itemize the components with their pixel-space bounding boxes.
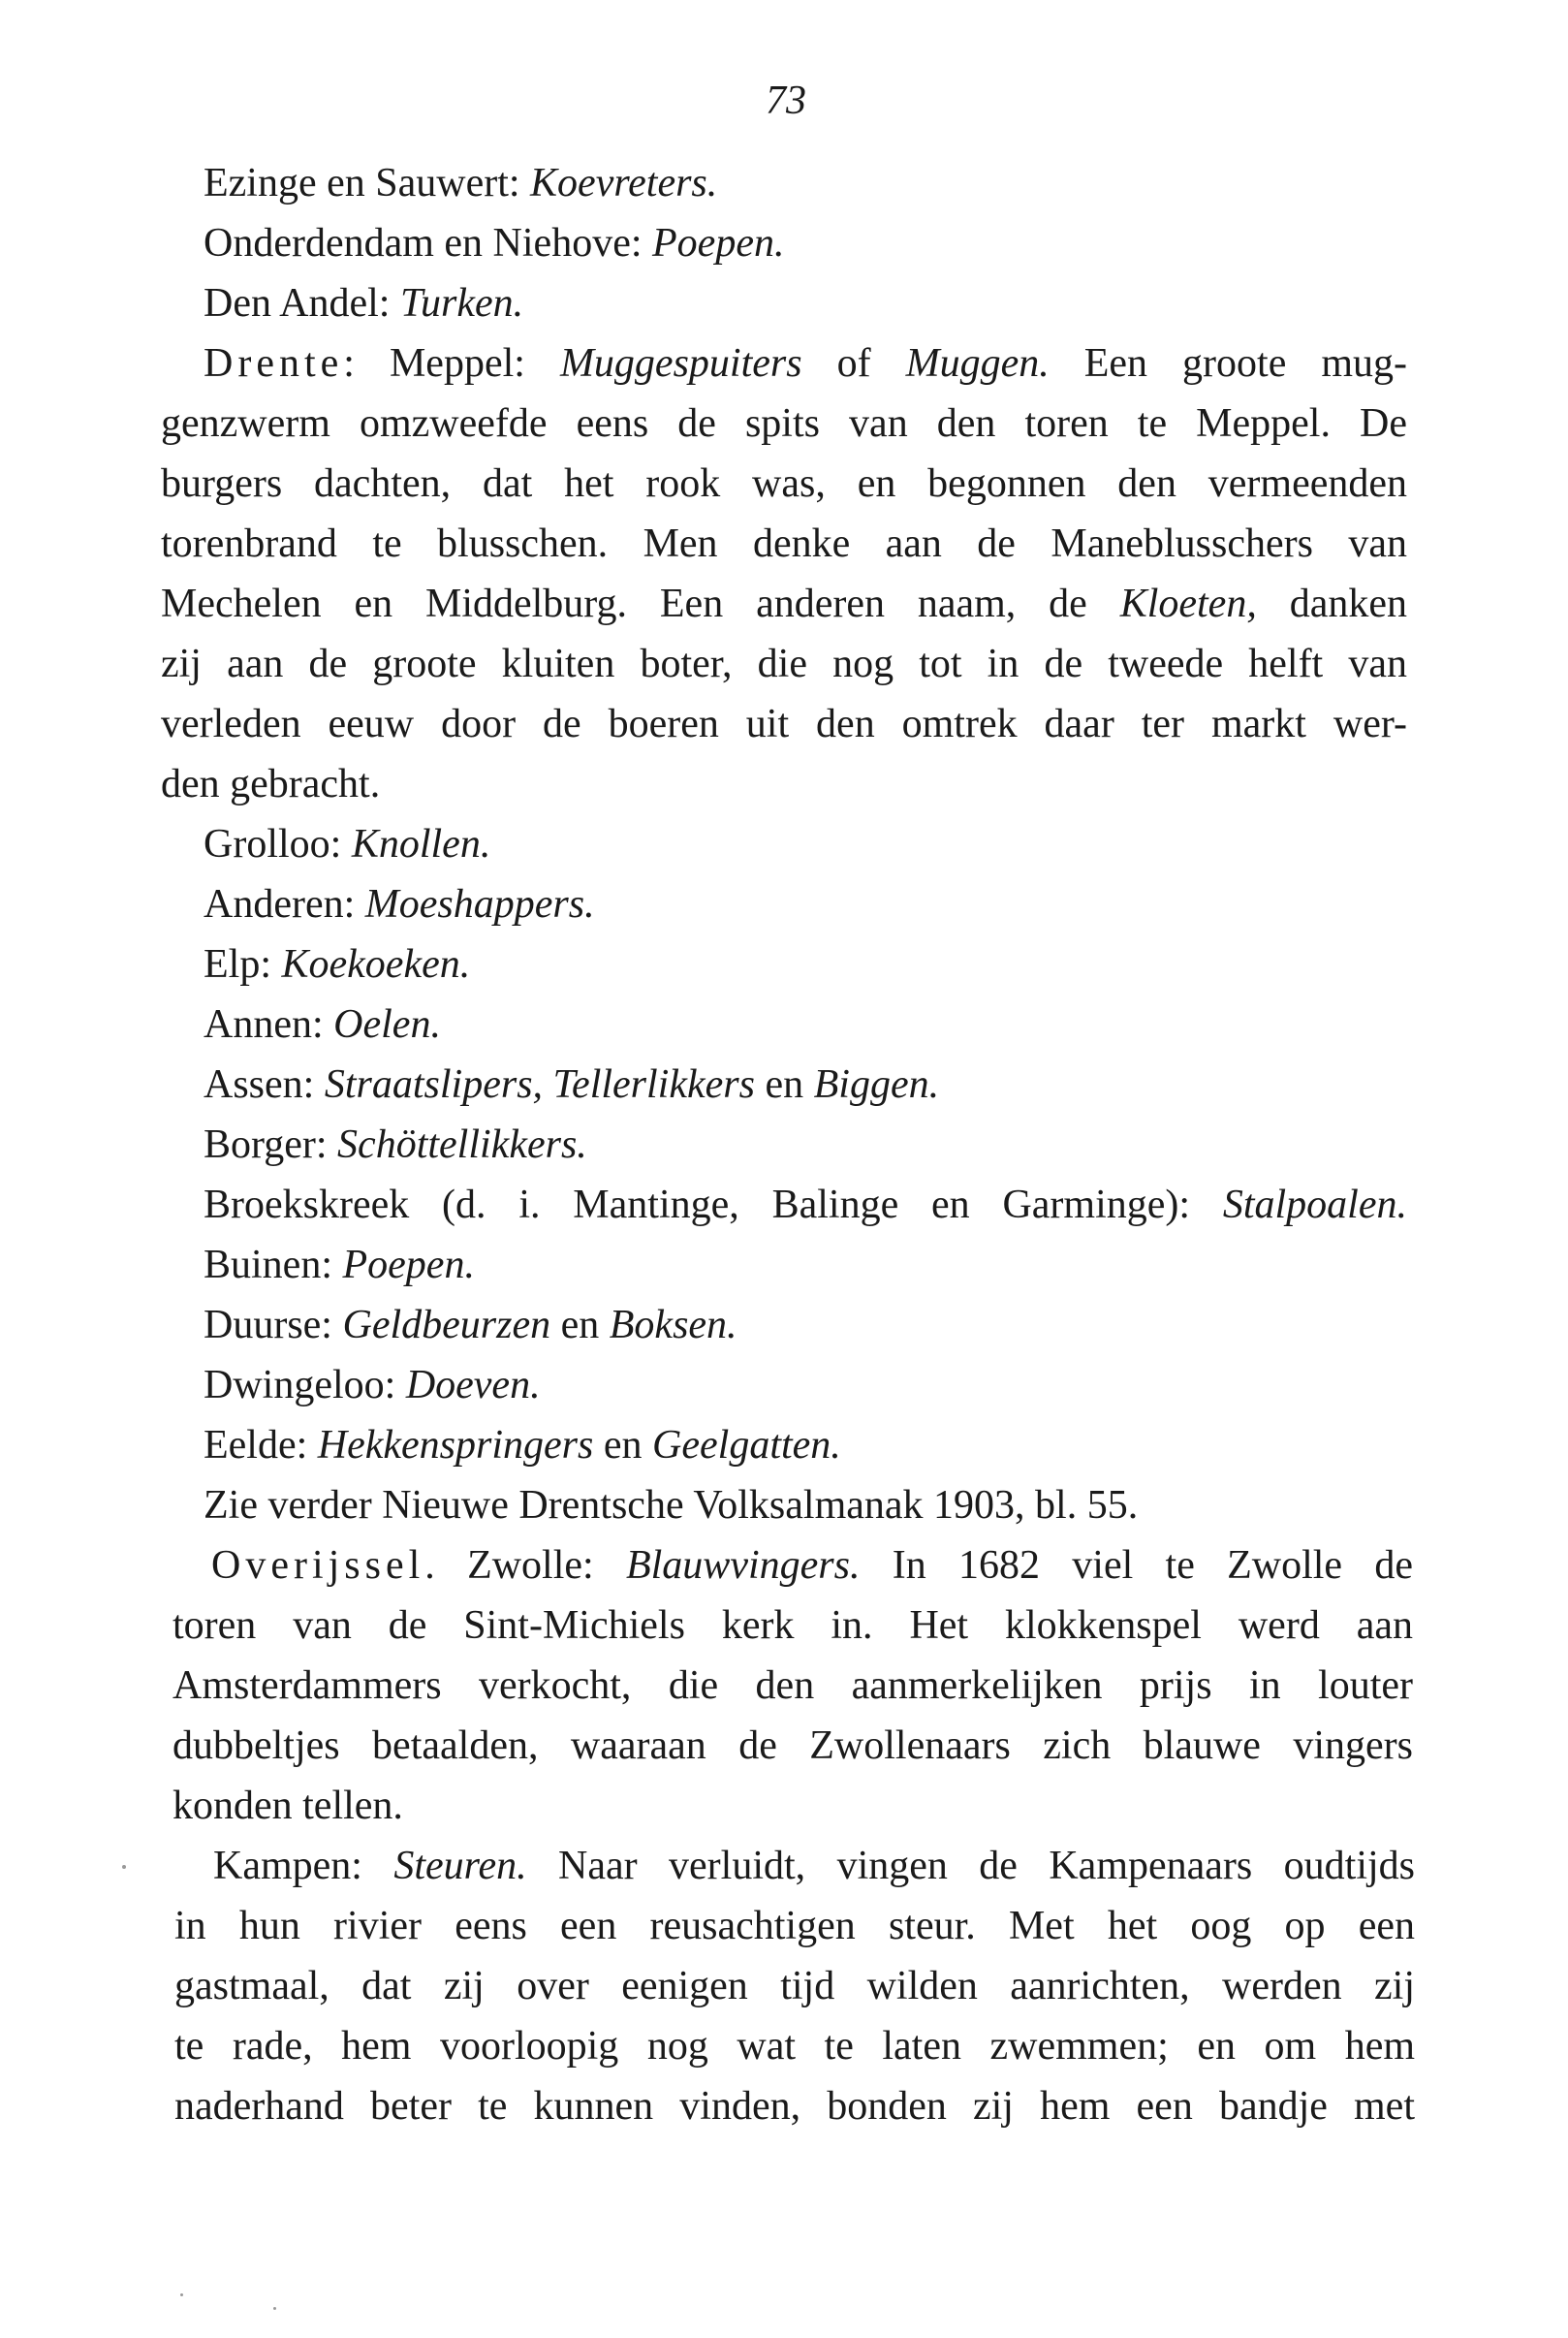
text-line: dubbeltjes betaalden, waaraan de Zwollenaars zich blauwe vingers (172, 1723, 1413, 1768)
text-line: naderhand beter te kunnen vinden, bonden zij hem een bandje met (174, 2084, 1415, 2129)
text-line: Mechelen en Middelburg. Een anderen naam, de Kloeten, danken (161, 582, 1407, 626)
text-line: Borger: Schöttellikkers. (204, 1122, 587, 1167)
text-line: Zie verder Nieuwe Drentsche Volksalmanak 1903, bl. 55. (204, 1483, 1139, 1528)
text-line: Eelde: Hekkenspringers en Geelgatten. (204, 1423, 841, 1468)
text-line: Anderen: Moeshappers. (204, 882, 595, 927)
text-line: Ezinge en Sauwert: Koevreters. (204, 161, 718, 205)
text-line: zij aan de groote kluiten boter, die nog tot in de tweede helft van (161, 642, 1407, 686)
margin-speck (122, 1865, 126, 1869)
margin-speck (273, 2307, 276, 2310)
text-line: Broekskreek (d. i. Mantinge, Balinge en Garminge): Stalpoalen. (204, 1183, 1407, 1227)
text-line: Kampen: Steuren. Naar verluidt, vingen de Kampenaars oudtijds (213, 1844, 1416, 1888)
province-heading: Overijssel (211, 1543, 425, 1588)
text-line: gastmaal, dat zij over eenigen tijd wilden aanrichten, werden zij (174, 1964, 1415, 2008)
text-line: verleden eeuw door de boeren uit den omtrek daar ter markt wer- (161, 702, 1407, 746)
text-line: Grolloo: Knollen. (204, 822, 491, 867)
text-line: genzwerm omzweefde eens de spits van den toren te Meppel. De (161, 401, 1407, 446)
text-line: Dwingeloo: Doeven. (204, 1363, 541, 1407)
margin-speck (180, 2293, 183, 2296)
page-number: 73 (766, 79, 806, 123)
section-heading-line: Overijssel. Zwolle: Blauwvingers. In 1682 viel te Zwolle de (211, 1543, 1413, 1588)
text-line: toren van de Sint-Michiels kerk in. Het klokkenspel werd aan (172, 1603, 1413, 1648)
text-line: in hun rivier eens een reusachtigen steur. Met het oog op een (174, 1904, 1415, 1948)
text-line: Amsterdammers verkocht, die den aanmerkelijken prijs in louter (172, 1663, 1413, 1708)
text-line: torenbrand te blusschen. Men denke aan de Maneblusschers van (161, 521, 1407, 566)
text-line: Elp: Koekoeken. (204, 942, 471, 987)
text-line: burgers dachten, dat het rook was, en begonnen den vermeenden (161, 461, 1407, 506)
text-line: Den Andel: Turken. (204, 281, 524, 326)
section-heading-line: Drente: Meppel: Muggespuiters of Muggen. Een groote mug- (204, 341, 1407, 386)
text-line: den gebracht. (161, 762, 381, 806)
text-line: Duurse: Geldbeurzen en Boksen. (204, 1303, 737, 1347)
text-line: Buinen: Poepen. (204, 1243, 475, 1287)
text-line: Onderdendam en Niehove: Poepen. (204, 221, 785, 266)
text-line: Annen: Oelen. (204, 1002, 441, 1047)
text-line: te rade, hem voorloopig nog wat te laten zwemmen; en om hem (174, 2024, 1415, 2069)
text-line: Assen: Straatslipers, Tellerlikkers en Biggen. (204, 1062, 940, 1107)
province-heading: Drente (204, 341, 344, 386)
text-line: konden tellen. (172, 1784, 403, 1828)
